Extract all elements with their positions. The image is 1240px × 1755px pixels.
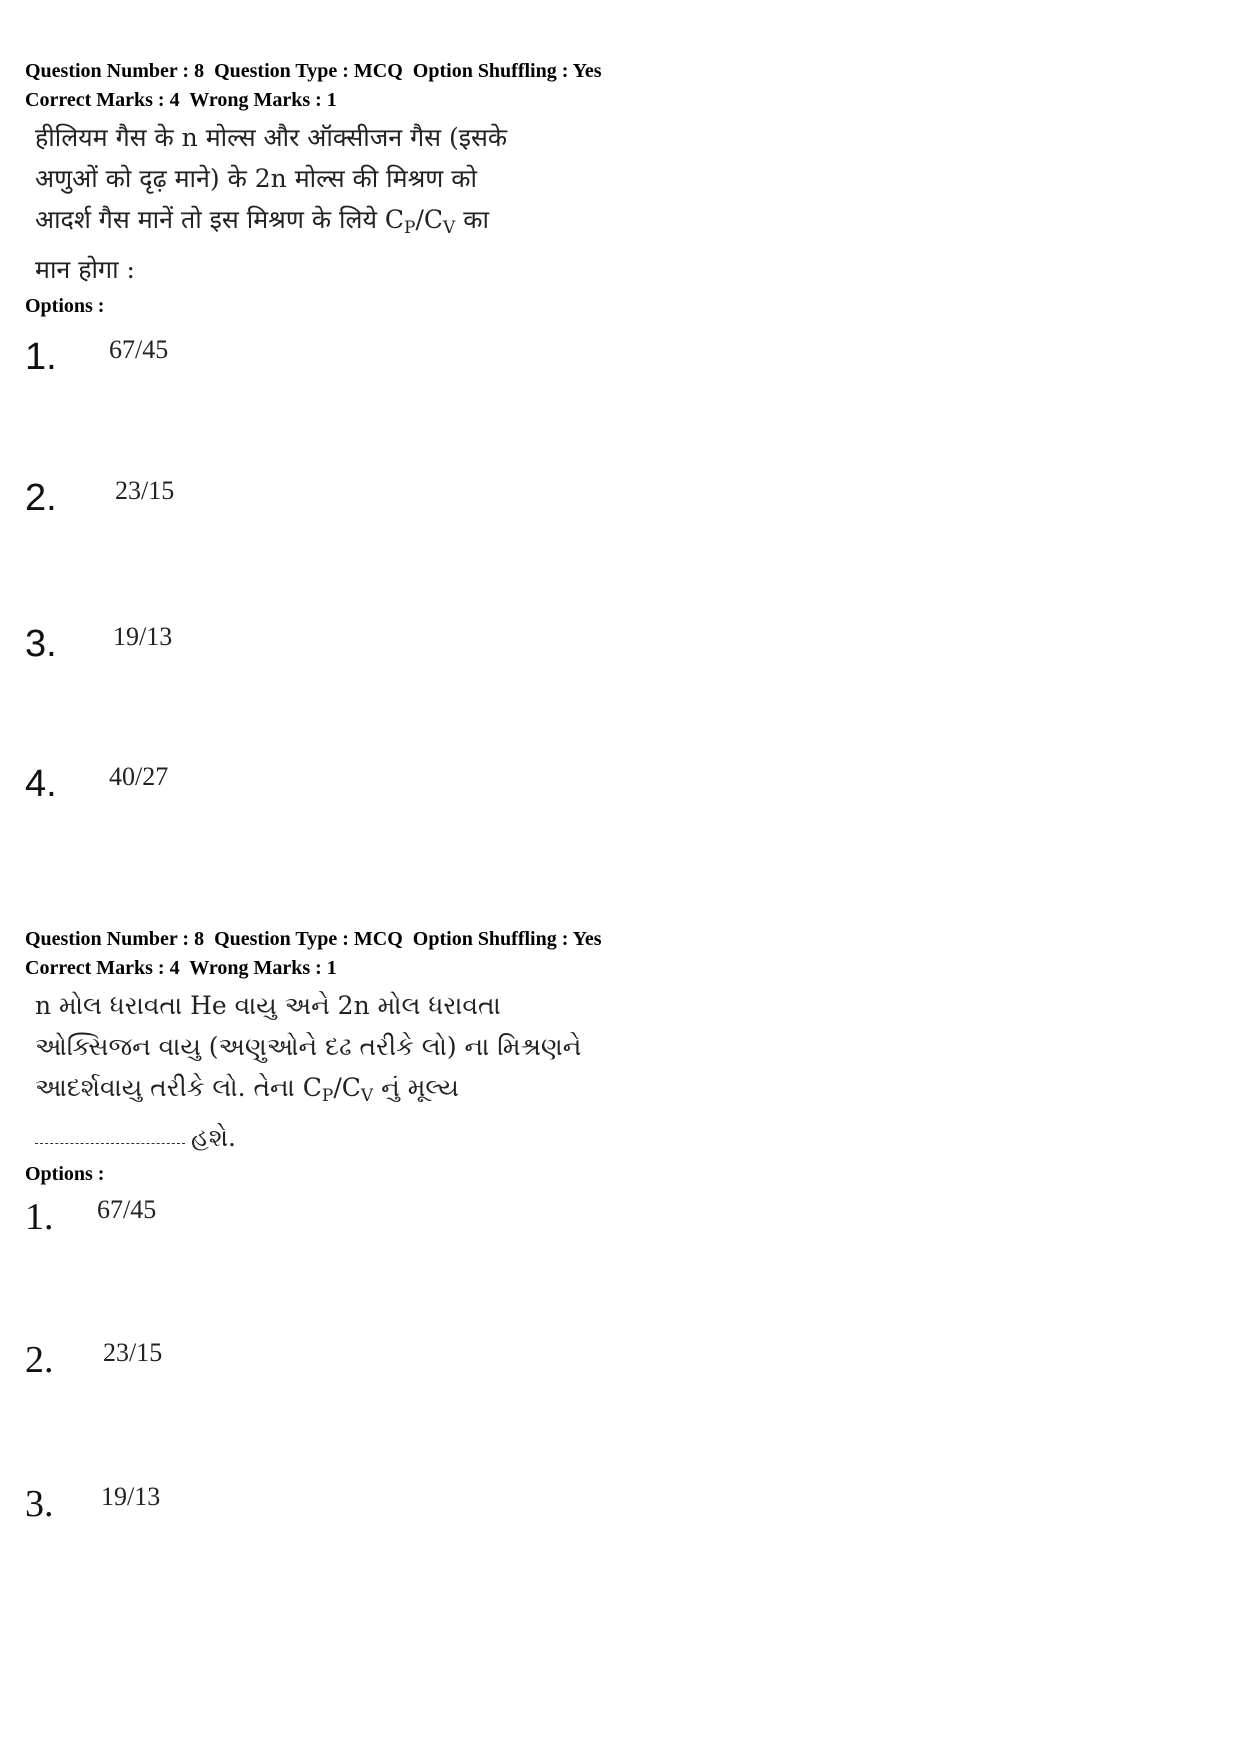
- option-4[interactable]: [25, 762, 168, 812]
- option-1[interactable]: [25, 1195, 156, 1245]
- option-value: 19/13: [113, 622, 173, 651]
- option-3[interactable]: [25, 622, 172, 672]
- option-3[interactable]: [25, 1482, 160, 1532]
- option-number: 2.: [25, 477, 57, 519]
- marks-meta: Correct Marks : 4 Wrong Marks : 1: [25, 957, 337, 979]
- question-block-gujarati: [25, 925, 1205, 1187]
- option-value: 67/45: [97, 1195, 157, 1224]
- question-text-line: हीलियम गैस के n मोल्स और ऑक्सीजन गैस (इसके: [35, 123, 508, 152]
- option-value: 23/15: [115, 476, 175, 505]
- answer-blank: [35, 1143, 185, 1144]
- question-text: [25, 985, 1205, 1158]
- option-2[interactable]: [25, 1338, 162, 1388]
- options-label: Options :: [25, 295, 105, 317]
- option-number: 4.: [25, 763, 57, 805]
- question-block-hindi: [25, 57, 1205, 319]
- question-meta: Question Number : 8 Question Type : MCQ Option Shuffling : Yes: [25, 928, 602, 950]
- option-value: 23/15: [103, 1338, 163, 1367]
- question-text: [25, 117, 1205, 290]
- option-number: 1.: [25, 1196, 54, 1238]
- question-text-line: n મોલ ધરાવતા He વાયુ અને 2n મોલ ધરાવતા: [35, 991, 501, 1020]
- option-value: 40/27: [109, 762, 169, 791]
- question-meta: Question Number : 8 Question Type : MCQ Option Shuffling : Yes: [25, 60, 602, 82]
- option-value: 19/13: [101, 1482, 161, 1511]
- option-number: 3.: [25, 623, 57, 665]
- question-text-line: આદર્શવાયુ તરીકે લો. તેના $C_P/C_V$ નું મૂલ્ય: [35, 1073, 459, 1106]
- question-text-line: अणुओं को दृढ़ माने) के 2n मोल्स की मिश्रण को: [35, 164, 477, 193]
- option-number: 3.: [25, 1483, 54, 1525]
- question-text-line: ઓક્સિજન વાયુ (અણુઓને દઢ તરીકે લો) ના મિશ્રણને: [35, 1032, 582, 1061]
- option-2[interactable]: [25, 476, 174, 526]
- question-text-line: હશે.: [35, 1117, 1205, 1158]
- option-1[interactable]: [25, 335, 168, 385]
- option-value: 67/45: [109, 335, 169, 364]
- question-text-line: मान होगा :: [35, 255, 135, 284]
- marks-meta: Correct Marks : 4 Wrong Marks : 1: [25, 89, 337, 111]
- option-number: 2.: [25, 1339, 54, 1381]
- question-text-line: आदर्श गैस मानें तो इस मिश्रण के लिये $C_P/C_V$ का: [35, 205, 489, 238]
- option-number: 1.: [25, 336, 57, 378]
- options-label: Options :: [25, 1163, 105, 1185]
